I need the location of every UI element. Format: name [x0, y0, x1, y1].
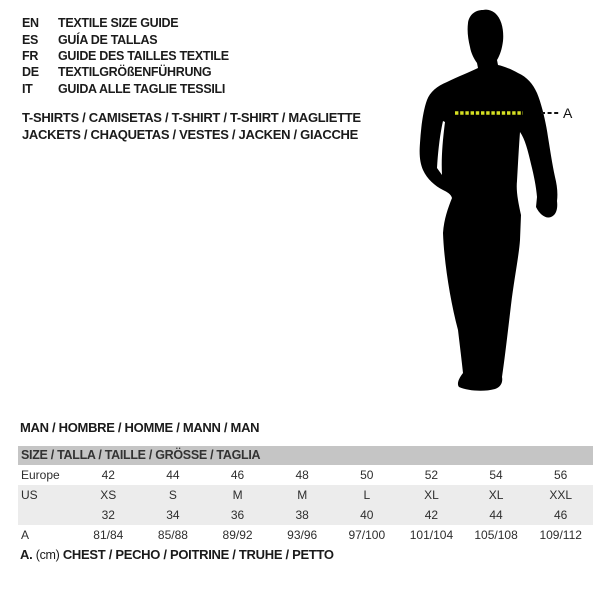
row-label: A [21, 528, 30, 542]
language-row [22, 48, 229, 64]
table-cell: XS [76, 485, 141, 505]
table-cell: 40 [335, 505, 400, 525]
table-cell: 50 [360, 468, 374, 482]
table-cell: 56 [554, 468, 568, 482]
table-cell: 44 [166, 468, 180, 482]
table-cell: 48 [295, 468, 309, 482]
language-row [22, 31, 229, 47]
language-label: GUÍA DE TALLAS [58, 32, 158, 47]
table-cell: 36 [205, 505, 270, 525]
language-row [22, 81, 229, 97]
table-cell: L [335, 485, 400, 505]
table-cell: 34 [141, 505, 206, 525]
man-silhouette-figure [400, 5, 585, 395]
row-label: US [18, 485, 76, 505]
table-cell: XL [464, 485, 529, 505]
table-row-us [18, 485, 593, 505]
row-label: Europe [21, 468, 60, 482]
table-cell: 32 [76, 505, 141, 525]
size-table-header: SIZE / TALLA / TAILLE / GRÖSSE / TAGLIA [18, 446, 593, 465]
table-cell: 38 [270, 505, 335, 525]
garment-category-block [22, 109, 361, 143]
table-cell: 85/88 [157, 528, 188, 542]
language-row [22, 64, 229, 80]
table-cell: 81/84 [93, 528, 124, 542]
table-cell: M [205, 485, 270, 505]
language-code: FR [22, 48, 39, 63]
table-cell: 97/100 [348, 528, 386, 542]
row-label [18, 505, 76, 525]
table-cell: S [141, 485, 206, 505]
table-row-europe [18, 465, 593, 485]
table-cell: 89/92 [222, 528, 253, 542]
table-cell: 105/108 [474, 528, 518, 542]
footnote-prefix: A. [20, 547, 33, 562]
table-cell: 54 [489, 468, 503, 482]
table-cell: XL [399, 485, 464, 505]
table-cell: 101/104 [409, 528, 454, 542]
language-code: EN [22, 16, 39, 31]
table-row-us-numeric [18, 505, 593, 525]
language-label: TEXTILGRÖßENFÜHRUNG [58, 65, 212, 80]
table-cell: 42 [101, 468, 115, 482]
measurement-label-a: A [563, 105, 573, 121]
man-silhouette [420, 10, 558, 391]
table-cell: 109/112 [539, 528, 582, 542]
table-cell: M [270, 485, 335, 505]
table-cell: 46 [528, 505, 593, 525]
measurement-footnote [20, 547, 334, 562]
size-table [18, 446, 593, 545]
section-title-man: MAN / HOMBRE / HOMME / MANN / MAN [20, 420, 260, 435]
footnote-labels: CHEST / PECHO / POITRINE / TRUHE / PETTO [62, 547, 334, 562]
table-row-chest-a [18, 525, 593, 545]
language-title-block [22, 15, 229, 97]
table-cell: XXL [528, 485, 593, 505]
language-label: TEXTILE SIZE GUIDE [58, 16, 179, 31]
language-code: ES [22, 32, 39, 47]
category-line-jackets: JACKETS / CHAQUETAS / VESTES / JACKEN / GIACCHE [22, 127, 358, 142]
language-code: DE [22, 65, 39, 80]
table-cell: 52 [424, 468, 439, 482]
table-cell: 93/96 [287, 528, 318, 542]
table-cell: 46 [230, 468, 245, 482]
table-cell: 44 [464, 505, 529, 525]
footnote-unit: (cm) [35, 548, 60, 562]
language-row [22, 15, 229, 31]
language-label: GUIDE DES TAILLES TEXTILE [58, 48, 229, 63]
language-code: IT [22, 81, 33, 96]
language-label: GUIDA ALLE TAGLIE TESSILI [58, 81, 226, 96]
table-cell: 42 [399, 505, 464, 525]
category-line-tshirts: T-SHIRTS / CAMISETAS / T-SHIRT / T-SHIRT / MAGLIETTE [22, 110, 361, 125]
size-table-header-row [18, 446, 593, 465]
